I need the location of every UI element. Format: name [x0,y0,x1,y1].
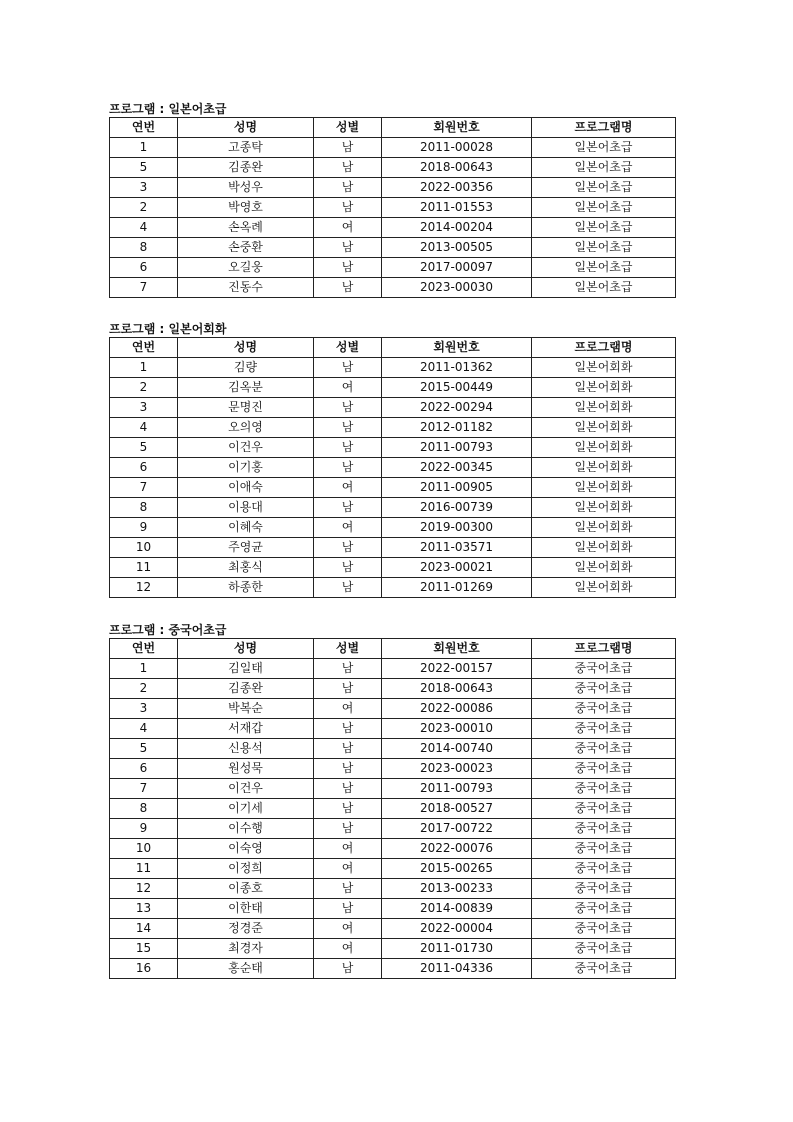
cell-serial-number: 6 [110,258,178,278]
cell-serial-number: 5 [110,438,178,458]
cell-program-name: 일본어회화 [532,398,676,418]
table-header-row [110,338,676,358]
cell-serial-number: 1 [110,358,178,378]
cell-gender: 여 [314,859,382,879]
cell-serial-number: 4 [110,418,178,438]
cell-serial-number: 12 [110,578,178,598]
cell-serial-number: 8 [110,799,178,819]
cell-name: 오의영 [178,418,314,438]
header-serial-number: 연번 [110,639,178,659]
cell-member-number: 2017-00097 [382,258,532,278]
cell-gender: 남 [314,659,382,679]
cell-name: 김옥분 [178,378,314,398]
cell-serial-number: 10 [110,839,178,859]
cell-name: 이건우 [178,779,314,799]
cell-name: 김량 [178,358,314,378]
cell-serial-number: 4 [110,719,178,739]
cell-serial-number: 2 [110,198,178,218]
header-program-name: 프로그램명 [532,639,676,659]
cell-gender: 남 [314,799,382,819]
table-row [110,198,676,218]
cell-member-number: 2011-01269 [382,578,532,598]
cell-program-name: 중국어초급 [532,959,676,979]
cell-gender: 남 [314,719,382,739]
cell-program-name: 일본어회화 [532,458,676,478]
cell-serial-number: 5 [110,739,178,759]
cell-name: 김일태 [178,659,314,679]
table-row [110,478,676,498]
cell-name: 서재갑 [178,719,314,739]
header-name: 성명 [178,639,314,659]
cell-name: 김종완 [178,679,314,699]
table-row [110,659,676,679]
cell-program-name: 일본어초급 [532,278,676,298]
cell-program-name: 일본어회화 [532,478,676,498]
cell-serial-number: 10 [110,538,178,558]
cell-gender: 남 [314,739,382,759]
cell-gender: 남 [314,178,382,198]
cell-name: 진동수 [178,278,314,298]
cell-serial-number: 3 [110,178,178,198]
cell-program-name: 일본어초급 [532,178,676,198]
cell-member-number: 2013-00233 [382,879,532,899]
table-row [110,759,676,779]
table-row [110,398,676,418]
cell-program-name: 일본어초급 [532,258,676,278]
table-row [110,238,676,258]
cell-serial-number: 4 [110,218,178,238]
cell-serial-number: 16 [110,959,178,979]
table-row [110,578,676,598]
table-row [110,779,676,799]
cell-gender: 여 [314,919,382,939]
cell-gender: 남 [314,498,382,518]
section-title: 프로그램 : 중국어초급 [109,623,227,637]
cell-serial-number: 1 [110,138,178,158]
cell-program-name: 중국어초급 [532,879,676,899]
cell-gender: 남 [314,679,382,699]
cell-gender: 남 [314,198,382,218]
table-row [110,378,676,398]
cell-gender: 남 [314,578,382,598]
cell-gender: 남 [314,819,382,839]
cell-member-number: 2022-00157 [382,659,532,679]
cell-member-number: 2014-00839 [382,899,532,919]
cell-name: 정경준 [178,919,314,939]
cell-member-number: 2015-00265 [382,859,532,879]
table-row [110,719,676,739]
table-row [110,418,676,438]
header-program-name: 프로그램명 [532,338,676,358]
cell-name: 최경자 [178,939,314,959]
table-row [110,859,676,879]
table-row [110,538,676,558]
cell-member-number: 2022-00076 [382,839,532,859]
cell-serial-number: 3 [110,398,178,418]
table-row [110,959,676,979]
cell-name: 이한태 [178,899,314,919]
cell-program-name: 일본어초급 [532,198,676,218]
cell-program-name: 중국어초급 [532,919,676,939]
cell-name: 원성묵 [178,759,314,779]
cell-member-number: 2012-01182 [382,418,532,438]
table-header-row [110,118,676,138]
cell-name: 김종완 [178,158,314,178]
cell-gender: 남 [314,418,382,438]
table-row [110,138,676,158]
table-row [110,498,676,518]
cell-member-number: 2011-00028 [382,138,532,158]
cell-name: 하종한 [178,578,314,598]
cell-program-name: 일본어회화 [532,558,676,578]
cell-serial-number: 14 [110,919,178,939]
cell-member-number: 2015-00449 [382,378,532,398]
cell-member-number: 2014-00740 [382,739,532,759]
cell-member-number: 2016-00739 [382,498,532,518]
cell-serial-number: 6 [110,759,178,779]
cell-gender: 여 [314,939,382,959]
cell-program-name: 일본어회화 [532,418,676,438]
cell-program-name: 중국어초급 [532,839,676,859]
member-table [109,638,676,979]
section-title: 프로그램 : 일본어회화 [109,322,227,336]
cell-name: 박영호 [178,198,314,218]
cell-member-number: 2011-00793 [382,779,532,799]
cell-serial-number: 5 [110,158,178,178]
cell-gender: 남 [314,959,382,979]
header-name: 성명 [178,118,314,138]
table-row [110,899,676,919]
section-title: 프로그램 : 일본어초급 [109,102,227,116]
cell-name: 홍순태 [178,959,314,979]
cell-member-number: 2011-01362 [382,358,532,378]
cell-serial-number: 1 [110,659,178,679]
cell-gender: 남 [314,238,382,258]
table-row [110,819,676,839]
cell-member-number: 2023-00023 [382,759,532,779]
cell-program-name: 일본어회화 [532,358,676,378]
cell-program-name: 중국어초급 [532,759,676,779]
header-serial-number: 연번 [110,118,178,138]
table-row [110,919,676,939]
table-row [110,258,676,278]
table-row [110,458,676,478]
table-row [110,879,676,899]
table-row [110,438,676,458]
cell-serial-number: 2 [110,679,178,699]
cell-program-name: 일본어회화 [532,578,676,598]
cell-member-number: 2011-04336 [382,959,532,979]
table-row [110,178,676,198]
cell-gender: 남 [314,458,382,478]
header-member-number: 회원번호 [382,639,532,659]
table-row [110,839,676,859]
cell-member-number: 2022-00294 [382,398,532,418]
cell-member-number: 2023-00030 [382,278,532,298]
cell-program-name: 중국어초급 [532,799,676,819]
cell-name: 박복순 [178,699,314,719]
header-member-number: 회원번호 [382,338,532,358]
cell-gender: 여 [314,218,382,238]
cell-member-number: 2011-00905 [382,478,532,498]
table-row [110,799,676,819]
cell-program-name: 일본어초급 [532,218,676,238]
cell-program-name: 중국어초급 [532,819,676,839]
table-row [110,739,676,759]
cell-program-name: 중국어초급 [532,779,676,799]
cell-program-name: 일본어회화 [532,498,676,518]
table-row [110,558,676,578]
table-row [110,699,676,719]
cell-member-number: 2022-00356 [382,178,532,198]
cell-program-name: 일본어회화 [532,438,676,458]
cell-program-name: 중국어초급 [532,679,676,699]
cell-program-name: 일본어초급 [532,238,676,258]
cell-member-number: 2011-01730 [382,939,532,959]
cell-member-number: 2023-00021 [382,558,532,578]
header-member-number: 회원번호 [382,118,532,138]
cell-program-name: 중국어초급 [532,699,676,719]
cell-serial-number: 8 [110,498,178,518]
cell-program-name: 일본어회화 [532,518,676,538]
cell-serial-number: 6 [110,458,178,478]
cell-serial-number: 7 [110,278,178,298]
header-name: 성명 [178,338,314,358]
cell-program-name: 중국어초급 [532,939,676,959]
cell-serial-number: 12 [110,879,178,899]
cell-serial-number: 15 [110,939,178,959]
cell-gender: 남 [314,138,382,158]
cell-program-name: 일본어초급 [532,158,676,178]
cell-name: 손옥례 [178,218,314,238]
cell-member-number: 2018-00527 [382,799,532,819]
cell-name: 주영균 [178,538,314,558]
header-program-name: 프로그램명 [532,118,676,138]
cell-gender: 여 [314,478,382,498]
cell-member-number: 2011-03571 [382,538,532,558]
cell-member-number: 2018-00643 [382,158,532,178]
header-gender: 성별 [314,338,382,358]
cell-member-number: 2013-00505 [382,238,532,258]
cell-name: 손중환 [178,238,314,258]
cell-serial-number: 3 [110,699,178,719]
cell-member-number: 2023-00010 [382,719,532,739]
cell-name: 이용대 [178,498,314,518]
program-section [109,321,675,598]
table-header-row [110,639,676,659]
cell-serial-number: 11 [110,859,178,879]
cell-name: 이혜숙 [178,518,314,538]
cell-gender: 여 [314,518,382,538]
cell-gender: 여 [314,699,382,719]
cell-program-name: 일본어초급 [532,138,676,158]
program-section [109,101,675,298]
cell-name: 이수행 [178,819,314,839]
cell-name: 이기홍 [178,458,314,478]
cell-member-number: 2011-00793 [382,438,532,458]
cell-name: 이정희 [178,859,314,879]
cell-gender: 남 [314,759,382,779]
cell-program-name: 중국어초급 [532,899,676,919]
cell-name: 박성우 [178,178,314,198]
cell-member-number: 2022-00086 [382,699,532,719]
cell-gender: 남 [314,899,382,919]
cell-program-name: 중국어초급 [532,859,676,879]
table-row [110,218,676,238]
cell-gender: 남 [314,438,382,458]
cell-name: 오길웅 [178,258,314,278]
member-table [109,337,676,598]
header-gender: 성별 [314,118,382,138]
cell-name: 고종탁 [178,138,314,158]
cell-gender: 남 [314,558,382,578]
cell-name: 최홍식 [178,558,314,578]
cell-serial-number: 11 [110,558,178,578]
cell-member-number: 2019-00300 [382,518,532,538]
cell-member-number: 2018-00643 [382,679,532,699]
cell-name: 이종호 [178,879,314,899]
cell-serial-number: 9 [110,819,178,839]
cell-gender: 남 [314,398,382,418]
table-row [110,278,676,298]
cell-member-number: 2014-00204 [382,218,532,238]
cell-name: 문명진 [178,398,314,418]
cell-program-name: 중국어초급 [532,739,676,759]
cell-program-name: 중국어초급 [532,659,676,679]
cell-gender: 여 [314,378,382,398]
table-row [110,679,676,699]
table-row [110,518,676,538]
cell-serial-number: 9 [110,518,178,538]
cell-name: 신용석 [178,739,314,759]
cell-program-name: 일본어회화 [532,378,676,398]
cell-gender: 남 [314,158,382,178]
cell-serial-number: 13 [110,899,178,919]
cell-name: 이애숙 [178,478,314,498]
cell-name: 이숙영 [178,839,314,859]
table-row [110,939,676,959]
member-table [109,117,676,298]
program-section [109,622,675,979]
cell-gender: 여 [314,839,382,859]
cell-gender: 남 [314,358,382,378]
cell-serial-number: 2 [110,378,178,398]
cell-member-number: 2022-00345 [382,458,532,478]
cell-gender: 남 [314,879,382,899]
cell-gender: 남 [314,258,382,278]
table-row [110,158,676,178]
cell-program-name: 중국어초급 [532,719,676,739]
cell-name: 이기세 [178,799,314,819]
cell-member-number: 2011-01553 [382,198,532,218]
cell-serial-number: 8 [110,238,178,258]
cell-gender: 남 [314,538,382,558]
cell-serial-number: 7 [110,478,178,498]
cell-serial-number: 7 [110,779,178,799]
header-gender: 성별 [314,639,382,659]
cell-program-name: 일본어회화 [532,538,676,558]
cell-name: 이건우 [178,438,314,458]
cell-gender: 남 [314,779,382,799]
table-row [110,358,676,378]
cell-member-number: 2017-00722 [382,819,532,839]
cell-member-number: 2022-00004 [382,919,532,939]
cell-gender: 남 [314,278,382,298]
header-serial-number: 연번 [110,338,178,358]
